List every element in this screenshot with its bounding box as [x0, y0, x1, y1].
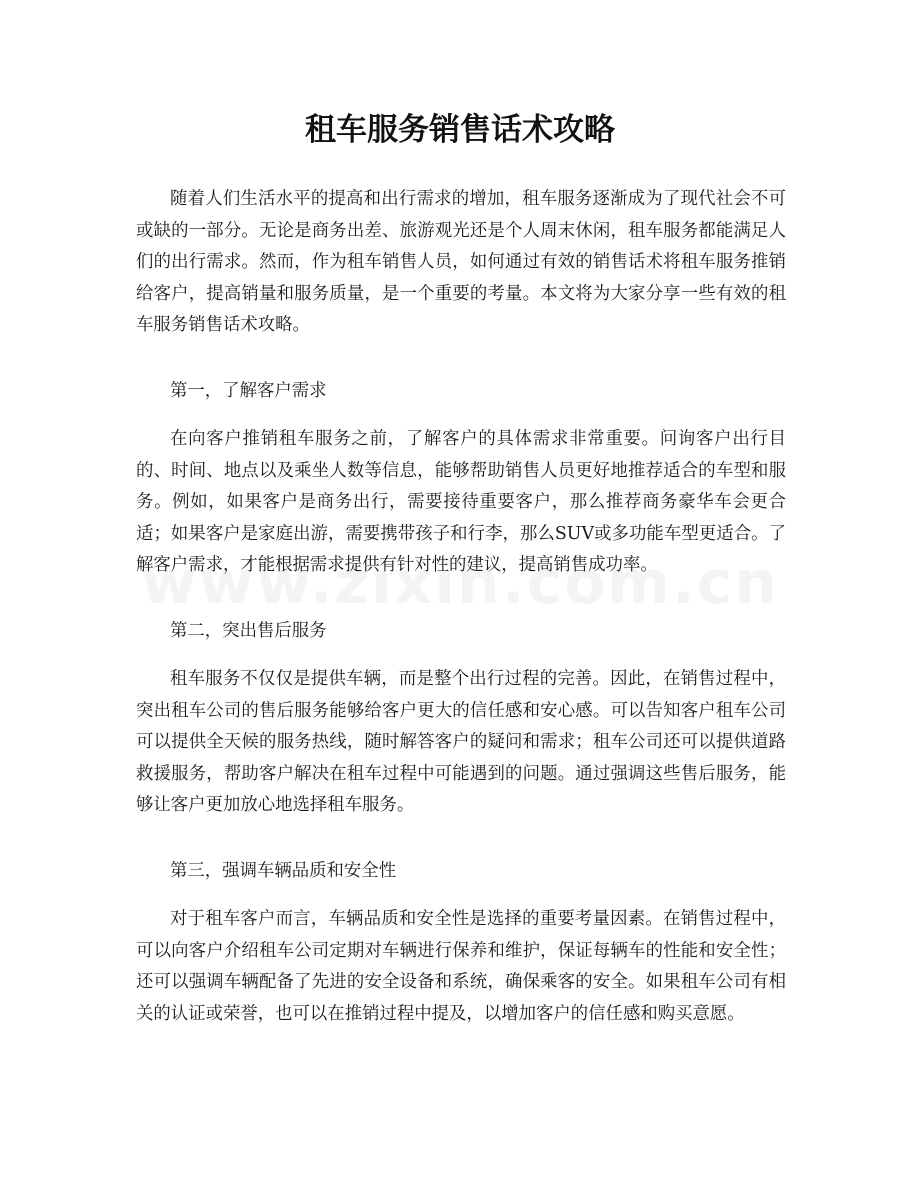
section-paragraph-1: 在向客户推销租车服务之前，了解客户的具体需求非常重要。问询客户出行目的、时间、地点以及乘坐人数等信息，能够帮助销售人员更好地推荐适合的车型和服务。例如，如果客户是商务出行，需要接待重要客户，那么推荐商务豪华车会更合适；如果客户是家庭出游，需要携带孩子和行李，那么SUV或多功能车型更适合。了解客户需求，才能根据需求提供有针对性的建议，提高销售成功率。: [136, 429, 786, 575]
section-paragraph-2: 租车服务不仅仅是提供车辆，而是整个出行过程的完善。因此，在销售过程中，突出租车公司的售后服务能够给客户更大的信任感和安心感。可以告知客户租车公司可以提供全天候的服务热线，随时解答客户的疑问和需求；租车公司还可以提供道路救援服务，帮助客户解决在租车过程中可能遇到的问题。通过强调这些售后服务，能够让客户更加放心地选择租车服务。: [136, 669, 786, 815]
section-heading-1: 第一，了解客户需求: [170, 381, 327, 401]
intro-paragraph: 随着人们生活水平的提高和出行需求的增加，租车服务逐渐成为了现代社会不可或缺的一部分。无论是商务出差、旅游观光还是个人周末休闲，租车服务都能满足人们的出行需求。然而，作为租车销售人员，如何通过有效的销售话术将租车服务推销给客户，提高销量和服务质量，是一个重要的考量。本文将为大家分享一些有效的租车服务销售话术攻略。: [136, 189, 786, 335]
section-heading-3: 第三，强调车辆品质和安全性: [170, 861, 397, 881]
document-title: 租车服务销售话术攻略: [305, 112, 615, 148]
section-heading-2: 第二，突出售后服务: [170, 621, 327, 641]
section-paragraph-3: 对于租车客户而言，车辆品质和安全性是选择的重要考量因素。在销售过程中，可以向客户介绍租车公司定期对车辆进行保养和维护，保证每辆车的性能和安全性；还可以强调车辆配备了先进的安全设备和系统，确保乘客的安全。如果租车公司有相关的认证或荣誉，也可以在推销过程中提及，以增加客户的信任感和购买意愿。: [136, 909, 786, 1024]
